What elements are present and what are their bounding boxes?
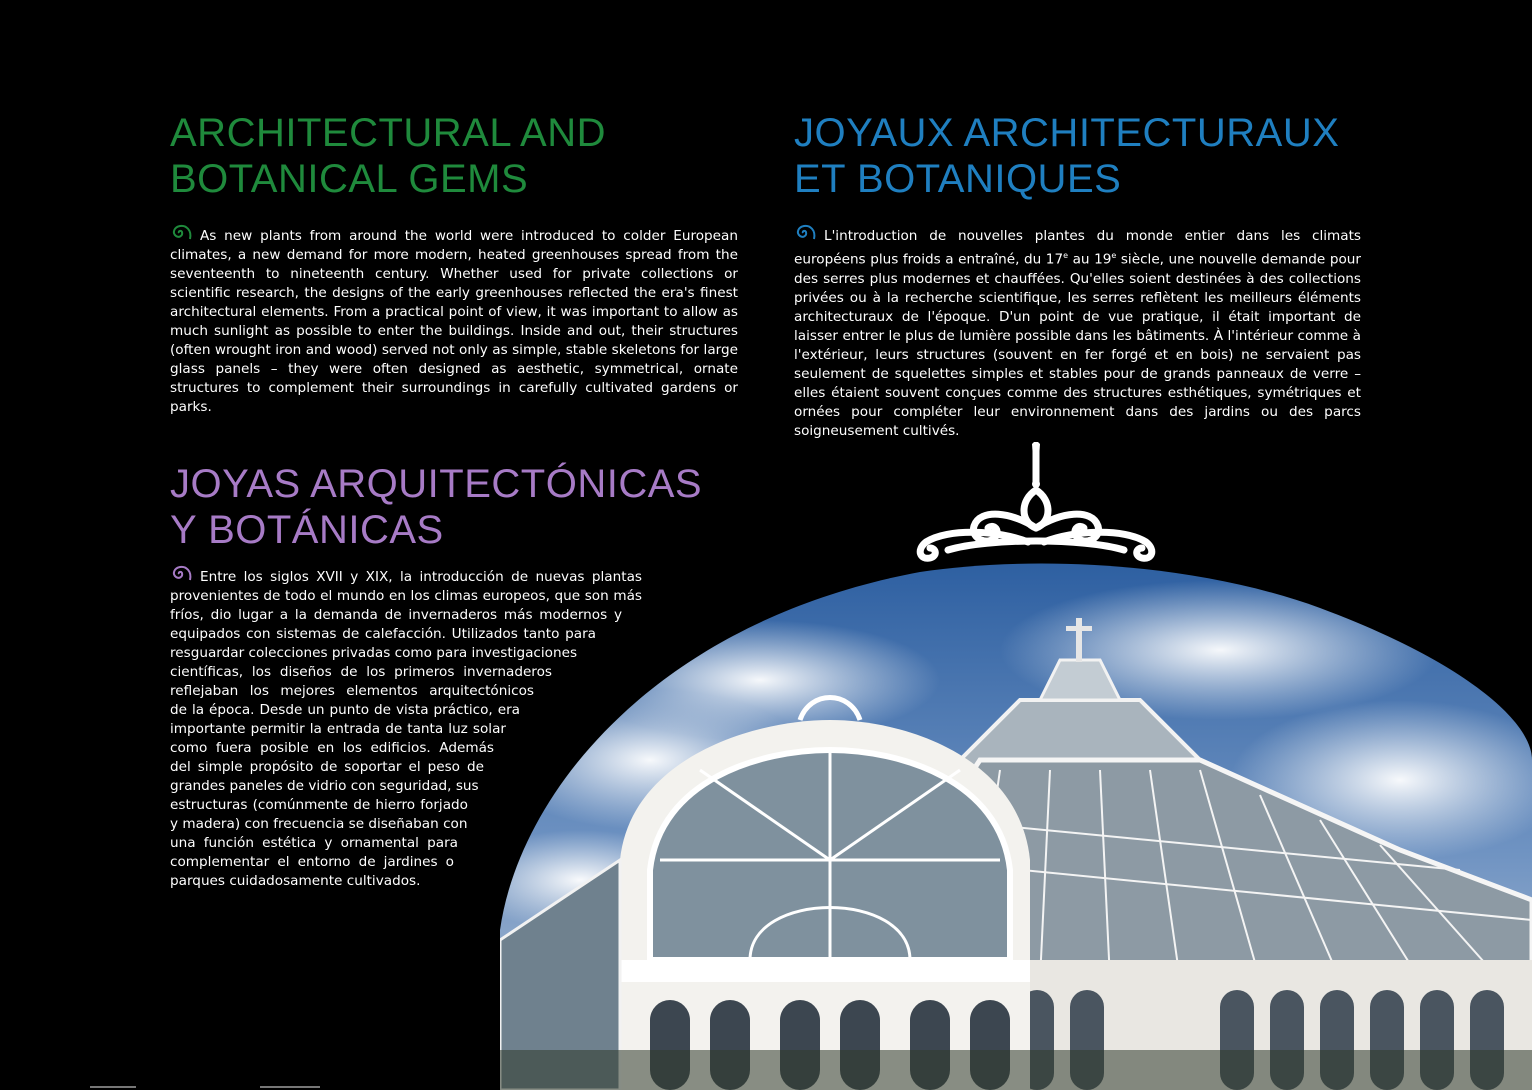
- french-title-line1: JOYAUX ARCHITECTURAUX: [794, 111, 1340, 155]
- french-sup1: e: [1063, 251, 1069, 260]
- spanish-line: provenientes de todo el mundo en los climas europeos, que son más: [170, 588, 642, 604]
- spanish-line: científicas, los diseños de los primeros invernaderos: [170, 664, 552, 680]
- spanish-line: estructuras (comúnmente de hierro forjado: [170, 797, 468, 813]
- swirl-icon: [794, 224, 818, 242]
- french-body-part3: siècle, une nouvelle demande pour des serres plus modernes et chauffées. Qu'elles soient destinées à des collections privées ou à la recherche scientifique, les serres reflètent les meilleurs éléments architecturaux de l'époque. D'un point de vue pratique, il était important de laisser entrer le plus de lumière possible dans les bâtiments. À l'intérieur comme à l'extérieur, leurs structures (souvent en fer forgé et en bois) ne servaient pas seulement de squelettes simples et stables pour de grands panneaux de verre – elles étaient souvent conçues comme des structures esthétiques, symétriques et ornées pour compléter leur environnement dans des jardins ou des parcs soigneusement cultivés.: [794, 251, 1361, 439]
- french-title-line2: ET BOTANIQUES: [794, 157, 1122, 201]
- spanish-title-line2: Y BOTÁNICAS: [170, 508, 444, 552]
- spanish-line: de la época. Desde un punto de vista práctico, era: [170, 702, 520, 718]
- english-title: [170, 110, 738, 202]
- french-body-part2: au 19: [1068, 251, 1112, 268]
- spanish-line: reflejaban los mejores elementos arquitectónicos: [170, 683, 534, 699]
- spanish-line: grandes paneles de vidrio con seguridad, sus: [170, 778, 479, 794]
- english-section: [170, 110, 738, 417]
- english-title-line2: BOTANICAL GEMS: [170, 157, 529, 201]
- page-edge-marks: [84, 1084, 504, 1090]
- english-body-text: As new plants from around the world were introduced to colder European climates, a new demand for more modern, heated greenhouses spread from the seventeenth to nineteenth century. Whether used for private collections or scientific research, the designs of the early greenhouses reflected the era's finest architectural elements. From a practical point of view, it was important to allow as much sunlight as possible to enter the buildings. Inside and out, their structures (often wrought iron and wood) served not only as simple, stable skeletons for large glass panels – they were often designed as aesthetic, symmetrical, ornate structures to complement their surroundings in carefully cultivated gardens or parks.: [170, 228, 738, 415]
- french-sup2: e: [1111, 251, 1117, 260]
- spanish-line: fríos, dio lugar a la demanda de invernaderos más modernos y: [170, 607, 622, 623]
- spanish-line: importante permitir la entrada de tanta luz solar: [170, 721, 506, 737]
- swirl-icon: [170, 224, 194, 242]
- spanish-line: una función estética y ornamental para: [170, 835, 458, 851]
- english-title-line1: ARCHITECTURAL AND: [170, 111, 606, 155]
- greenhouse-dome-image: [500, 560, 1532, 1090]
- english-body: [170, 224, 738, 417]
- spanish-title-line1: JOYAS ARQUITECTÓNICAS: [170, 462, 703, 506]
- french-section: [794, 110, 1361, 441]
- french-body: [794, 224, 1361, 441]
- spanish-line: del simple propósito de soportar el peso de: [170, 759, 484, 775]
- spanish-line: como fuera posible en los edificios. Además: [170, 740, 494, 756]
- wrought-iron-ornament-icon: [908, 442, 1164, 566]
- french-body-part1: L'introduction de nouvelles plantes du monde entier dans les climats européens plus froids a entraîné, du 17: [794, 228, 1361, 268]
- spanish-line: complementar el entorno de jardines o: [170, 854, 454, 870]
- spanish-title: [170, 461, 710, 553]
- swirl-icon: [170, 565, 194, 583]
- spanish-line: parques cuidadosamente cultivados.: [170, 873, 421, 889]
- spanish-line: Entre los siglos XVII y XIX, la introducción de nuevas plantas: [170, 565, 642, 587]
- spanish-line: resguardar colecciones privadas como para investigaciones: [170, 645, 578, 661]
- spanish-line: y madera) con frecuencia se diseñaban con: [170, 816, 468, 832]
- french-title: [794, 110, 1361, 202]
- spanish-line: equipados con sistemas de calefacción. Utilizados tanto para: [170, 626, 596, 642]
